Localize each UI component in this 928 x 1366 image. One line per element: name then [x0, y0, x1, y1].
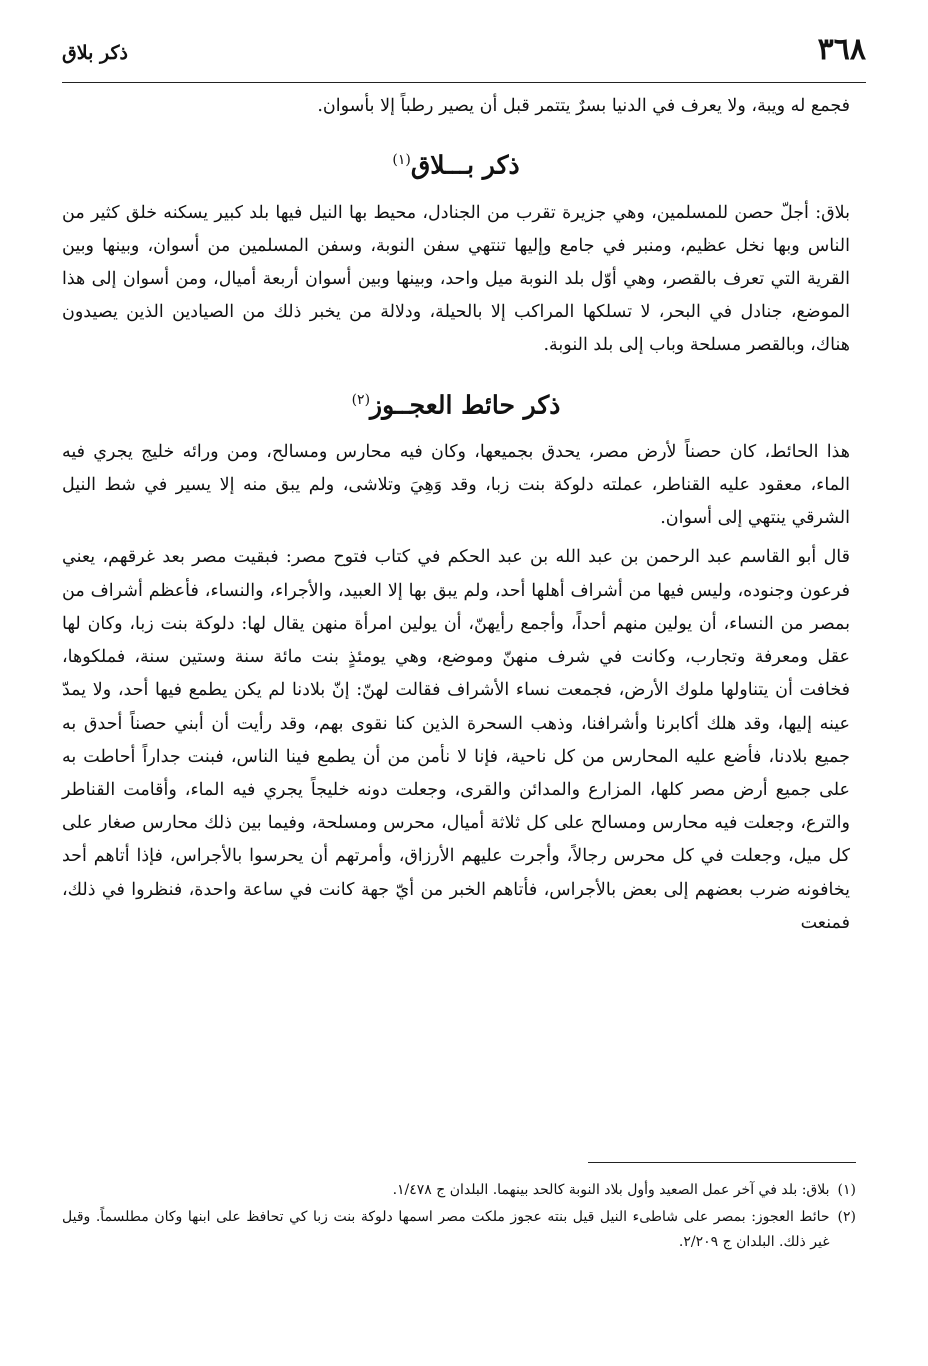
- footnote: [62, 1178, 856, 1203]
- intro-line: فجمع له ويبة، ولا يعرف في الدنيا بسرٌ يتتمر قبل أن يصير رطباً إلا بأسوان.: [317, 96, 850, 116]
- footnote-number: (١): [837, 1182, 856, 1198]
- section-heading-text: ذكر بـــلاق: [410, 150, 520, 180]
- section-heading-text: ذكر حائط العجــوز: [370, 389, 561, 419]
- footnote-text: بلاق: بلد في آخر عمل الصعيد وأول بلاد النوبة كالحد بينهما. البلدان ج ١/٤٧٨.: [392, 1182, 830, 1198]
- section-heading-bulaq: [62, 139, 850, 186]
- footnote-rule: [588, 1162, 856, 1163]
- footnote-number: (٢): [837, 1209, 856, 1225]
- running-head: [62, 30, 866, 78]
- running-title: ذكر بلاق: [62, 42, 128, 64]
- footnote-ref: (٢): [351, 391, 371, 408]
- footnotes: [62, 1178, 856, 1257]
- header-rule: [62, 82, 866, 83]
- paragraph: هذا الحائط، كان حصناً لأرض مصر، يحدق بجميعها، وكان فيه محارس ومسالح، ومن ورائه خليج يجري فيه الماء، معقود عليه القناطر، عملته دلوكة بنت زبا، وقد وَهِيَ وتلاشى، ولم يبق منه إلا يسير في شط النيل الشرقي ينتهي إلى أسوان.: [62, 441, 850, 529]
- footnote: [62, 1205, 856, 1255]
- section-heading-old-woman-wall: [62, 379, 850, 426]
- paragraph: بلاق: أجلّ حصن للمسلمين، وهي جزيرة تقرب من الجنادل، محيط بها النيل فيها بلد كبير يسكنه خلق كثير من الناس وبها نخل عظيم، ومنبر في جامع وإليها تنتهي سفن النوبة، وسفن المسلمين من أسوان، وبينها وبين القرية التي تعرف بالقصر، وهي أوّل بلد النوبة ميل واحد، وبينها وبين أسوان أربعة أميال، ومن أسوان إلى هذا الموضع، جنادل في البحر، لا تسلكها المراكب إلا بالحيلة، ودلالة من يخبر ذلك من الصيادين الذين يصيدون هناك، وبالقصر مسلحة وباب إلى بلد النوبة.: [62, 202, 850, 356]
- paragraph: قال أبو القاسم عبد الرحمن بن عبد الله بن عبد الحكم في كتاب فتوح مصر: فبقيت مصر بعد غرقهم، يعني فرعون وجنوده، وليس فيها من أشراف أهلها أحد، ولم يبق بها إلا العبيد، والأجراء، والنساء، فأعظم أشراف من بمصر من النساء، أن يولين منهم أحداً، وأجمع رأيهنّ، أن يولين امرأة منهن يقال لها: دلوكة بنت زبا، وكان لها عقل ومعرفة وتجارب، وكانت في شرف منهنّ وموضع، وهي يومئذٍ بنت مائة سنة وستين سنة، فملكوها، فخافت أن يتناولها ملوك الأرض، فجمعت نساء الأشراف فقالت لهنّ: إنّ بلادنا لم يكن يطمع فيها أحد، ولا يمدّ عينه إليها، وقد هلك أكابرنا وأشرافنا، وذهب السحرة الذين كنا نقوى بهم، وقد رأيت أن أبني حصناً أحدق به جميع بلادنا، فأضع عليه المحارس من كل ناحية، فإنا لا نأمن من أن يطمع فينا الناس، فبنت جداراً أحاطت به على جميع أرض مصر كلها، المزارع والمدائن والقرى، وجعلت دونه خليجاً يجري فيه الماء، وأقامت القناطر والترع، وجعلت فيه محارس ومسالح على كل ثلاثة أميال، محرس ومسلحة، وفيما بين ذلك محارس صغار على كل ميل، وجعلت في كل محرس رجالاً، وأجرت عليهم الأرزاق، وأمرتهم أن يحرسوا بالأجراس، فإذا أتاهم أحد يخافونه ضرب بعضهم إلى بعض بالأجراس، فأتاهم الخبر من أيّ جهة كانت في ساعة واحدة، فنظروا في ذلك، فمنعت: [62, 547, 850, 933]
- footnote-text: حائط العجوز: بمصر على شاطىء النيل قيل بنته عجوز ملكت مصر اسمها دلوكة بنت زبا كي تحافظ على ابنها وكان مطلسماً. وقيل غير ذلك. البلدان ج ٢/٢٠٩.: [62, 1209, 830, 1250]
- footnote-ref: (١): [392, 152, 411, 169]
- main-text: [62, 90, 850, 940]
- page-number: ٣٦٨: [817, 32, 866, 67]
